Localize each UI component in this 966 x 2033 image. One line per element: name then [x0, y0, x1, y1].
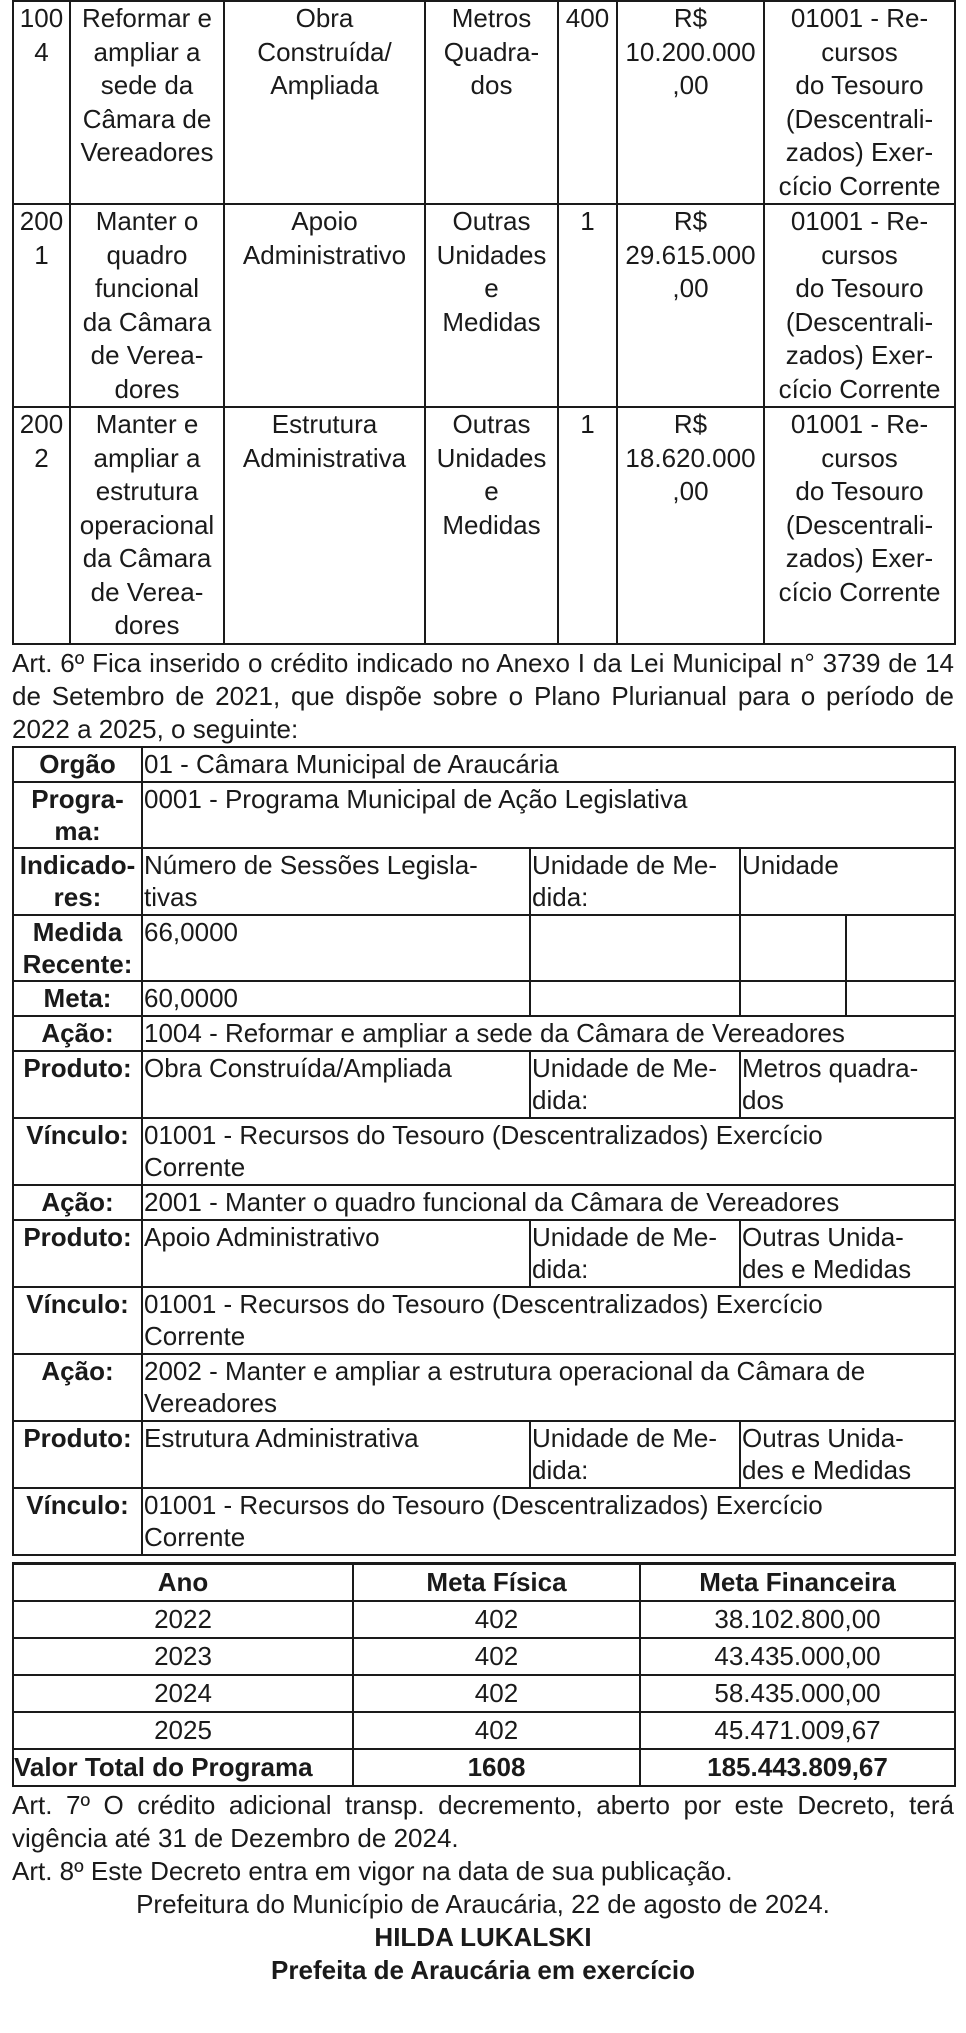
action-code: 100 4 [13, 1, 70, 204]
goal-physical: 402 [353, 1675, 640, 1712]
unidade-value: Metros quadra- dos [740, 1051, 955, 1118]
empty-cell [530, 915, 740, 981]
action-product: Obra Construída/ Ampliada [224, 1, 425, 204]
action-unit: Outras Unidades e Medidas [425, 204, 558, 407]
actions-table [12, 0, 956, 645]
vinculo-value: 01001 - Recursos do Tesouro (Descentralizados) Exercício Corrente [142, 1287, 955, 1354]
acao-value: 2001 - Manter o quadro funcional da Câmara de Vereadores [142, 1185, 955, 1220]
table-row [13, 1016, 955, 1051]
table-header-row [13, 1563, 955, 1601]
goal-financial: 43.435.000,00 [640, 1638, 955, 1675]
program-table [12, 746, 956, 1556]
action-name: Manter e ampliar a estrutura operacional da Câmara de Verea- dores [70, 407, 224, 644]
action-code: 200 2 [13, 407, 70, 644]
indicadores-value: Número de Sessões Legisla- tivas [142, 848, 530, 915]
header-ano: Ano [13, 1563, 353, 1601]
action-value: R$ 10.200.000 ,00 [617, 1, 764, 204]
table-row [13, 782, 955, 848]
table-row [13, 1354, 955, 1421]
acao-label: Ação: [13, 1016, 142, 1051]
place-date: Prefeitura do Município de Araucária, 22 de agosto de 2024. [136, 1888, 830, 1919]
action-code: 200 1 [13, 204, 70, 407]
unidade-value: Unidade [740, 848, 955, 915]
table-row [13, 1287, 955, 1354]
produto-value: Estrutura Administrativa [142, 1421, 530, 1488]
empty-cell [740, 981, 846, 1016]
article-6: Art. 6º Fica inserido o crédito indicado no Anexo I da Lei Municipal n° 3739 de 14 de Setembro de 2021, que dispõe sobre o Plano Plurianual para o período de 2022 a 2025, o seguinte: [12, 647, 954, 744]
table-row [13, 981, 955, 1016]
signer-title: Prefeita de Araucária em exercício [271, 1954, 695, 1985]
table-row [13, 1220, 955, 1287]
table-row [13, 1675, 955, 1712]
goal-financial: 58.435.000,00 [640, 1675, 955, 1712]
produto-label: Produto: [13, 1421, 142, 1488]
produto-value: Obra Construída/Ampliada [142, 1051, 530, 1118]
action-unit: Metros Quadra- dos [425, 1, 558, 204]
table-row [13, 1185, 955, 1220]
goal-physical: 402 [353, 1638, 640, 1675]
header-meta-fisica: Meta Física [353, 1563, 640, 1601]
acao-label: Ação: [13, 1185, 142, 1220]
goals-table [12, 1562, 956, 1787]
unidade-medida-label: Unidade de Me- dida: [530, 1220, 740, 1287]
action-value: R$ 29.615.000 ,00 [617, 204, 764, 407]
total-label: Valor Total do Programa [13, 1749, 353, 1786]
header-meta-financeira: Meta Financeira [640, 1563, 955, 1601]
goal-year: 2025 [13, 1712, 353, 1749]
vinculo-label: Vínculo: [13, 1488, 142, 1555]
goal-physical: 402 [353, 1601, 640, 1638]
action-qty: 1 [558, 204, 617, 407]
signer-name: HILDA LUKALSKI [374, 1921, 592, 1952]
meta-label: Meta: [13, 981, 142, 1016]
action-link: 01001 - Re- cursos do Tesouro (Descentrali- zados) Exer- cício Corrente [764, 407, 955, 644]
meta-value: 60,0000 [142, 981, 530, 1016]
empty-cell [530, 981, 740, 1016]
goal-physical: 402 [353, 1712, 640, 1749]
total-financial: 185.443.809,67 [640, 1749, 955, 1786]
empty-cell [846, 915, 955, 981]
article-8: Art. 8º Este Decreto entra em vigor na data de sua publicação. [12, 1855, 733, 1886]
table-row [13, 407, 955, 644]
article-7: Art. 7º O crédito adicional transp. decremento, aberto por este Decreto, terá vigência até 31 de Dezembro de 2024. [12, 1789, 954, 1853]
action-link: 01001 - Re- cursos do Tesouro (Descentrali- zados) Exer- cício Corrente [764, 204, 955, 407]
vinculo-label: Vínculo: [13, 1118, 142, 1185]
goal-financial: 45.471.009,67 [640, 1712, 955, 1749]
orgao-value: 01 - Câmara Municipal de Araucária [142, 747, 955, 782]
table-row [13, 848, 955, 915]
table-row [13, 1, 955, 204]
goal-financial: 38.102.800,00 [640, 1601, 955, 1638]
table-row [13, 1421, 955, 1488]
action-qty: 1 [558, 407, 617, 644]
programa-value: 0001 - Programa Municipal de Ação Legislativa [142, 782, 955, 848]
action-product: Estrutura Administrativa [224, 407, 425, 644]
table-row [13, 1638, 955, 1675]
action-qty: 400 [558, 1, 617, 204]
table-row [13, 1051, 955, 1118]
acao-value: 1004 - Reformar e ampliar a sede da Câmara de Vereadores [142, 1016, 955, 1051]
produto-label: Produto: [13, 1220, 142, 1287]
vinculo-value: 01001 - Recursos do Tesouro (Descentralizados) Exercício Corrente [142, 1488, 955, 1555]
table-row [13, 915, 955, 981]
action-name: Manter o quadro funcional da Câmara de Verea- dores [70, 204, 224, 407]
orgao-label: Orgão [13, 747, 142, 782]
table-row [13, 1118, 955, 1185]
unidade-value: Outras Unida- des e Medidas [740, 1421, 955, 1488]
action-unit: Outras Unidades e Medidas [425, 407, 558, 644]
goal-year: 2022 [13, 1601, 353, 1638]
unidade-medida-label: Unidade de Me- dida: [530, 848, 740, 915]
medida-recente-label: Medida Recente: [13, 915, 142, 981]
vinculo-label: Vínculo: [13, 1287, 142, 1354]
unidade-medida-label: Unidade de Me- dida: [530, 1421, 740, 1488]
decree-page [12, 0, 954, 1987]
table-row [13, 747, 955, 782]
goal-year: 2024 [13, 1675, 353, 1712]
action-value: R$ 18.620.000 ,00 [617, 407, 764, 644]
vinculo-value: 01001 - Recursos do Tesouro (Descentralizados) Exercício Corrente [142, 1118, 955, 1185]
empty-cell [846, 981, 955, 1016]
unidade-medida-label: Unidade de Me- dida: [530, 1051, 740, 1118]
total-row [13, 1749, 955, 1786]
total-physical: 1608 [353, 1749, 640, 1786]
unidade-value: Outras Unida- des e Medidas [740, 1220, 955, 1287]
indicadores-label: Indicado- res: [13, 848, 142, 915]
table-row [13, 204, 955, 407]
programa-label: Progra- ma: [13, 782, 142, 848]
produto-value: Apoio Administrativo [142, 1220, 530, 1287]
action-link: 01001 - Re- cursos do Tesouro (Descentrali- zados) Exer- cício Corrente [764, 1, 955, 204]
table-row [13, 1488, 955, 1555]
produto-label: Produto: [13, 1051, 142, 1118]
table-row [13, 1712, 955, 1749]
goal-year: 2023 [13, 1638, 353, 1675]
acao-label: Ação: [13, 1354, 142, 1421]
action-name: Reformar e ampliar a sede da Câmara de Vereadores [70, 1, 224, 204]
medida-recente-value: 66,0000 [142, 915, 530, 981]
table-row [13, 1601, 955, 1638]
acao-value: 2002 - Manter e ampliar a estrutura operacional da Câmara de Vereadores [142, 1354, 955, 1421]
empty-cell [740, 915, 846, 981]
action-product: Apoio Administrativo [224, 204, 425, 407]
